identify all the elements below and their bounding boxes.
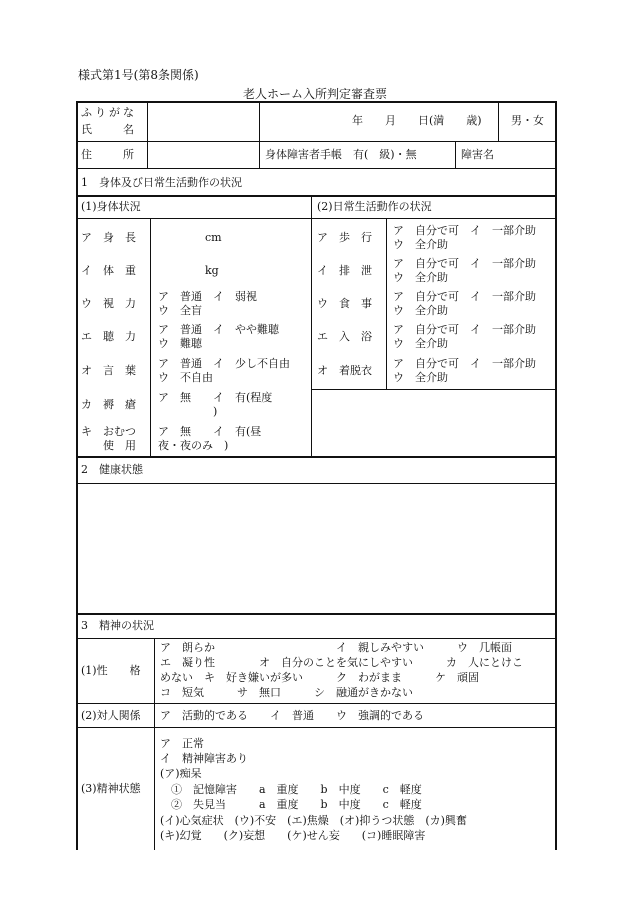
walking-label: ア 歩 行 xyxy=(317,231,372,244)
bathing-label: エ 入 浴 xyxy=(317,330,372,343)
relations-options: ア 活動的である イ 普通 ウ 強調的である xyxy=(160,709,424,722)
excretion-options: ア 自分で可 イ 一部介助 ウ 全介助 xyxy=(393,257,536,284)
section3-title: 3 精神の状況 xyxy=(81,619,154,632)
height-unit: cm xyxy=(205,231,222,244)
personality-line: コ 短気 サ 無口 シ 融通がきかない xyxy=(160,686,413,699)
mental-line: (キ)幻覚 (ク)妄想 (ケ)せん妄 (コ)睡眠障害 xyxy=(160,829,426,842)
mental-line: ② 失見当 a 重度 b 中度 c 軽度 xyxy=(160,798,422,811)
vision-label: ウ 視 力 xyxy=(81,297,136,310)
height-label: ア 身 長 xyxy=(81,231,136,244)
personality-label: (1)性 格 xyxy=(81,664,141,677)
walking-options: ア 自分で可 イ 一部介助 ウ 全介助 xyxy=(393,224,536,251)
form-title: 老人ホーム入所判定審査票 xyxy=(242,87,387,101)
mental-state-label: (3)精神状態 xyxy=(81,782,141,795)
diaper-label: キ おむつ 使 用 xyxy=(81,425,136,452)
adl-title: (2)日常生活動作の状況 xyxy=(317,200,432,213)
body-status-title: (1)身体状況 xyxy=(81,200,141,213)
section2-title: 2 健康状態 xyxy=(81,463,143,476)
name-label: 氏 名 xyxy=(81,123,137,136)
mental-line: ア 正常 xyxy=(160,737,204,750)
disability-label: 障害名 xyxy=(461,148,494,161)
mental-line: (ア)痴呆 xyxy=(160,767,202,780)
speech-options: ア 普通 イ 少し不自由 ウ 不自由 xyxy=(158,357,290,384)
personality-line: めない キ 好き嫌いが多い ク わがまま ケ 頑固 xyxy=(160,671,479,684)
relations-label: (2)対人関係 xyxy=(81,709,141,722)
mental-line: (イ)心気症状 (ウ)不安 (エ)焦燥 (オ)抑うつ状態 (カ)興奮 xyxy=(160,814,467,827)
birth-date-label: 年 月 日(満 歳) xyxy=(352,114,482,127)
vision-options: ア 普通 イ 弱視 ウ 全盲 xyxy=(158,290,257,317)
dressing-label: オ 着脱衣 xyxy=(317,364,372,377)
sex-label: 男・女 xyxy=(511,114,544,127)
furigana-label: ふりがな xyxy=(81,106,137,119)
personality-line: エ 凝り性 オ 自分のことを気にしやすい カ 人にとけこ xyxy=(160,656,523,669)
eating-label: ウ 食 事 xyxy=(317,297,372,310)
personality-line: ア 朗らか イ 親しみやすい ウ 几帳面 xyxy=(160,641,512,654)
weight-label: イ 体 重 xyxy=(81,264,136,277)
handbook-label: 身体障害者手帳 有( 級)・無 xyxy=(265,148,417,161)
weight-unit: kg xyxy=(205,264,219,277)
health-status-field[interactable] xyxy=(78,485,554,611)
speech-label: オ 言 葉 xyxy=(81,364,136,377)
eating-options: ア 自分で可 イ 一部介助 ウ 全介助 xyxy=(393,290,536,317)
dressing-options: ア 自分で可 イ 一部介助 ウ 全介助 xyxy=(393,357,536,384)
diaper-options: ア 無 イ 有(昼 夜・夜のみ ) xyxy=(158,425,262,452)
mental-line: イ 精神障害あり xyxy=(160,752,248,765)
bathing-options: ア 自分で可 イ 一部介助 ウ 全介助 xyxy=(393,323,536,350)
hearing-options: ア 普通 イ やや難聴 ウ 難聴 xyxy=(158,323,279,350)
address-label: 住 所 xyxy=(81,148,137,161)
form-number: 様式第1号(第8条関係) xyxy=(78,68,199,82)
bedsore-options: ア 無 イ 有(程度 ) xyxy=(158,391,273,418)
mental-line: ① 記憶障害 a 重度 b 中度 c 軽度 xyxy=(160,783,422,796)
bedsore-label: カ 褥 瘡 xyxy=(81,398,136,411)
section1-title: 1 身体及び日常生活動作の状況 xyxy=(81,176,242,189)
hearing-label: エ 聴 力 xyxy=(81,330,136,343)
excretion-label: イ 排 泄 xyxy=(317,264,372,277)
